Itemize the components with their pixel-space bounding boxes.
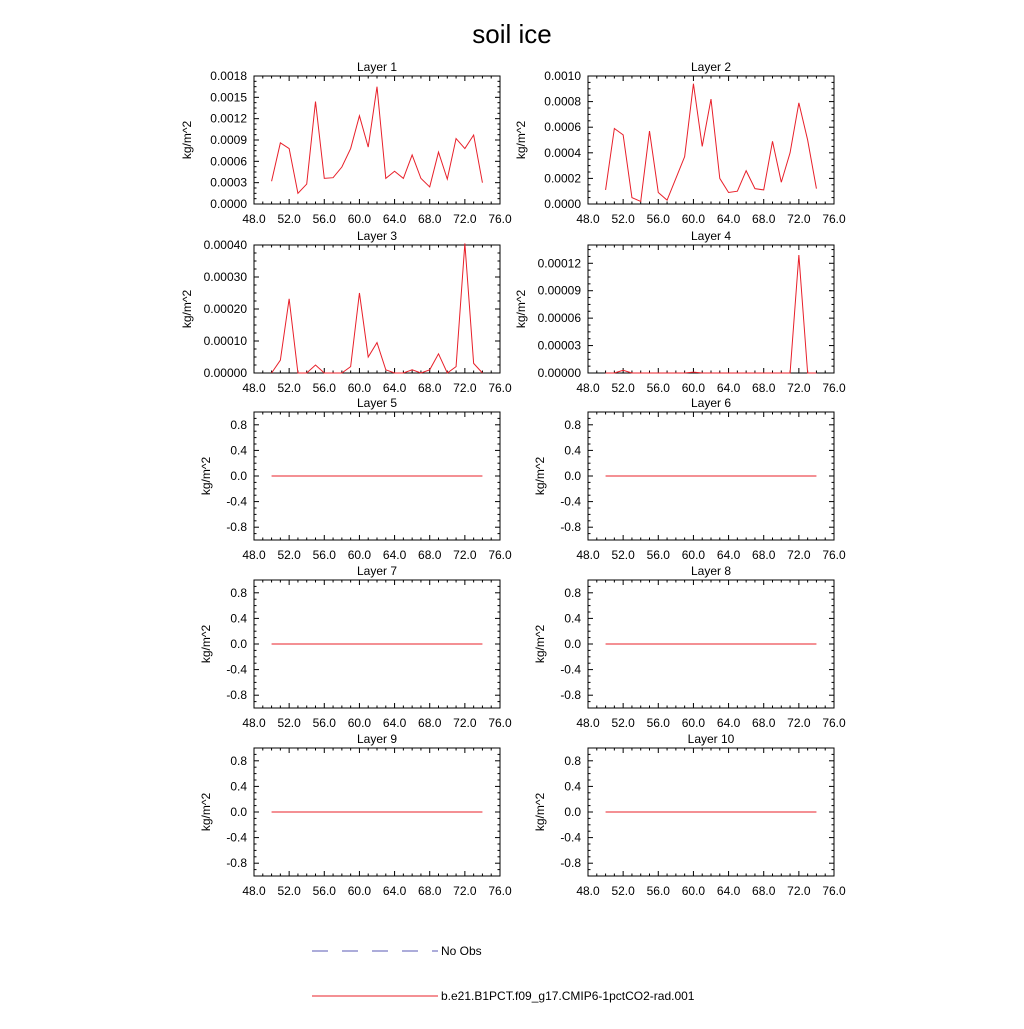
x-tick-label: 76.0 [488, 381, 512, 395]
y-tick-label: 0.0 [230, 805, 247, 819]
x-tick-label: 48.0 [242, 716, 266, 730]
y-tick-label: 0.0009 [210, 133, 247, 147]
y-tick-label: 0.00030 [203, 270, 247, 284]
legend-label-model: b.e21.B1PCT.f09_g17.CMIP6-1pctCO2-rad.001 [441, 989, 695, 1003]
chart-panel-9 [199, 732, 512, 898]
x-tick-label: 52.0 [611, 716, 635, 730]
x-tick-label: 64.0 [716, 212, 741, 226]
panel-title: Layer 6 [690, 396, 732, 410]
y-axis-label: kg/m^2 [533, 792, 547, 832]
x-tick-label: 68.0 [418, 716, 442, 730]
x-tick-label: 56.0 [646, 381, 670, 395]
x-tick-label: 60.0 [681, 212, 706, 226]
x-tick-label: 68.0 [418, 884, 442, 898]
x-tick-label: 64.0 [716, 884, 741, 898]
panel-title: Layer 5 [356, 396, 398, 410]
y-axis-label: kg/m^2 [533, 456, 547, 496]
y-tick-label: 0.0 [564, 469, 581, 483]
x-tick-label: 76.0 [488, 548, 512, 562]
x-tick-label: 72.0 [453, 548, 477, 562]
x-tick-label: 64.0 [382, 381, 407, 395]
panel-title: Layer 1 [356, 60, 398, 74]
x-tick-label: 52.0 [277, 716, 301, 730]
x-tick-label: 76.0 [488, 884, 512, 898]
y-tick-label: 0.4 [230, 779, 247, 794]
legend-label-no-obs: No Obs [441, 944, 482, 958]
x-tick-label: 64.0 [382, 212, 407, 226]
x-tick-label: 48.0 [576, 381, 600, 395]
x-tick-label: 76.0 [822, 716, 846, 730]
chart-panel-1 [180, 60, 512, 226]
panel-title: Layer 8 [690, 564, 732, 578]
y-axis-label: kg/m^2 [199, 456, 213, 496]
panel-title: Layer 2 [690, 60, 732, 74]
x-tick-label: 48.0 [242, 884, 266, 898]
x-tick-label: 52.0 [277, 548, 301, 562]
x-tick-label: 60.0 [681, 381, 706, 395]
y-tick-label: 0.00000 [203, 366, 247, 380]
y-tick-label: 0.0003 [210, 175, 247, 190]
y-tick-label: 0.00020 [203, 302, 247, 316]
y-tick-label: 0.0004 [544, 145, 581, 160]
x-tick-label: 72.0 [453, 716, 477, 730]
x-tick-label: 72.0 [453, 212, 477, 226]
y-tick-label: 0.0 [564, 805, 581, 819]
y-tick-label: 0.8 [564, 753, 581, 768]
x-tick-label: 76.0 [488, 716, 512, 730]
y-tick-label: 0.0 [230, 469, 247, 483]
y-tick-label: 0.00012 [537, 256, 581, 271]
x-tick-label: 56.0 [312, 716, 336, 730]
y-axis-label: kg/m^2 [199, 792, 213, 832]
chart-panel-5 [199, 396, 512, 562]
x-tick-label: 56.0 [646, 884, 670, 898]
y-tick-label: 0.0012 [210, 111, 247, 126]
y-tick-label: -0.4 [560, 494, 581, 509]
x-tick-label: 52.0 [277, 884, 301, 898]
x-tick-label: 64.0 [716, 716, 741, 730]
x-tick-label: 72.0 [787, 548, 811, 562]
x-tick-label: 76.0 [488, 212, 512, 226]
y-tick-label: -0.8 [560, 520, 581, 535]
x-tick-label: 64.0 [382, 548, 407, 562]
x-tick-label: 56.0 [646, 548, 670, 562]
x-tick-label: 68.0 [752, 381, 776, 395]
x-tick-label: 60.0 [347, 548, 372, 562]
y-tick-label: -0.8 [226, 688, 247, 703]
y-tick-label: 0.8 [230, 753, 247, 768]
y-tick-label: 0.0000 [210, 197, 247, 211]
x-tick-label: 56.0 [312, 548, 336, 562]
x-tick-label: 56.0 [312, 212, 336, 226]
x-tick-label: 60.0 [681, 884, 706, 898]
x-tick-label: 60.0 [347, 884, 372, 898]
x-tick-label: 72.0 [453, 884, 477, 898]
plot-frame [588, 245, 834, 373]
x-tick-label: 60.0 [347, 381, 372, 395]
chart-panel-8 [533, 564, 846, 730]
chart-panel-10 [533, 732, 846, 898]
x-tick-label: 72.0 [787, 716, 811, 730]
x-tick-label: 72.0 [787, 212, 811, 226]
x-tick-label: 72.0 [787, 884, 811, 898]
x-tick-label: 48.0 [576, 884, 600, 898]
x-tick-label: 52.0 [277, 381, 301, 395]
x-tick-label: 48.0 [242, 548, 266, 562]
y-tick-label: -0.4 [560, 662, 581, 677]
y-axis-label: kg/m^2 [199, 624, 213, 664]
legend [312, 944, 695, 1003]
x-tick-label: 68.0 [752, 548, 776, 562]
x-tick-label: 68.0 [418, 212, 442, 226]
y-tick-label: 0.0006 [544, 120, 581, 135]
figure-title: soil ice [472, 19, 552, 49]
x-tick-label: 76.0 [822, 212, 846, 226]
x-tick-label: 48.0 [576, 716, 600, 730]
x-tick-label: 60.0 [681, 548, 706, 562]
y-tick-label: -0.4 [226, 494, 247, 509]
x-tick-label: 56.0 [646, 212, 670, 226]
y-tick-label: 0.4 [564, 443, 581, 458]
y-tick-label: -0.4 [226, 662, 247, 677]
y-tick-label: -0.8 [560, 688, 581, 703]
y-tick-label: 0.0000 [544, 197, 581, 211]
y-tick-label: -0.8 [226, 520, 247, 535]
y-tick-label: 0.8 [564, 585, 581, 600]
panel-title: Layer 9 [356, 732, 398, 746]
y-axis-label: kg/m^2 [180, 289, 194, 329]
y-tick-label: 0.0002 [544, 171, 581, 186]
x-tick-label: 68.0 [752, 212, 776, 226]
chart-panel-2 [514, 60, 846, 226]
y-axis-label: kg/m^2 [514, 120, 528, 160]
chart-panel-3 [180, 229, 512, 395]
panel-title: Layer 10 [687, 732, 735, 746]
series-line [272, 87, 483, 194]
y-tick-label: 0.00010 [203, 334, 247, 348]
y-tick-label: -0.4 [560, 830, 581, 845]
x-tick-label: 72.0 [453, 381, 477, 395]
y-tick-label: 0.8 [564, 417, 581, 432]
x-tick-label: 48.0 [576, 548, 600, 562]
panel-title: Layer 7 [356, 564, 398, 578]
x-tick-label: 68.0 [752, 716, 776, 730]
chart-panel-6 [533, 396, 846, 562]
series-line [272, 243, 483, 373]
x-tick-label: 64.0 [716, 381, 741, 395]
y-tick-label: 0.4 [230, 443, 247, 458]
x-tick-label: 52.0 [611, 381, 635, 395]
y-tick-label: 0.00000 [537, 366, 581, 380]
x-tick-label: 76.0 [822, 381, 846, 395]
x-tick-label: 64.0 [382, 716, 407, 730]
y-axis-label: kg/m^2 [180, 120, 194, 160]
x-tick-label: 56.0 [312, 884, 336, 898]
x-tick-label: 48.0 [242, 381, 266, 395]
y-tick-label: 0.0 [564, 637, 581, 651]
x-tick-label: 52.0 [611, 884, 635, 898]
y-tick-label: -0.4 [226, 830, 247, 845]
chart-panel-7 [199, 564, 512, 730]
y-tick-label: 0.0 [230, 637, 247, 651]
x-tick-label: 60.0 [681, 716, 706, 730]
x-tick-label: 64.0 [716, 548, 741, 562]
x-tick-label: 48.0 [576, 212, 600, 226]
x-tick-label: 76.0 [822, 548, 846, 562]
y-tick-label: 0.0006 [210, 154, 247, 169]
x-tick-label: 68.0 [418, 381, 442, 395]
y-tick-label: 0.8 [230, 585, 247, 600]
y-axis-label: kg/m^2 [514, 289, 528, 329]
y-tick-label: -0.8 [226, 856, 247, 871]
y-tick-label: 0.4 [564, 779, 581, 794]
x-tick-label: 48.0 [242, 212, 266, 226]
plot-frame [588, 76, 834, 204]
x-tick-label: 68.0 [418, 548, 442, 562]
x-tick-label: 52.0 [277, 212, 301, 226]
x-tick-label: 68.0 [752, 884, 776, 898]
panel-title: Layer 3 [356, 229, 398, 243]
x-tick-label: 64.0 [382, 884, 407, 898]
y-tick-label: 0.00003 [537, 338, 581, 353]
x-tick-label: 72.0 [787, 381, 811, 395]
y-tick-label: 0.00006 [537, 311, 581, 326]
series-line [606, 84, 817, 202]
y-tick-label: 0.00009 [537, 283, 581, 298]
chart-panel-4 [514, 229, 846, 395]
y-tick-label: 0.0015 [210, 90, 247, 105]
y-tick-label: 0.0008 [544, 94, 581, 109]
x-tick-label: 56.0 [646, 716, 670, 730]
x-tick-label: 52.0 [611, 548, 635, 562]
y-tick-label: 0.00040 [203, 238, 247, 252]
y-axis-label: kg/m^2 [533, 624, 547, 664]
y-tick-label: 0.0010 [544, 69, 581, 83]
x-tick-label: 76.0 [822, 884, 846, 898]
y-tick-label: -0.8 [560, 856, 581, 871]
y-tick-label: 0.0018 [210, 69, 247, 83]
y-tick-label: 0.8 [230, 417, 247, 432]
y-tick-label: 0.4 [564, 611, 581, 626]
x-tick-label: 60.0 [347, 212, 372, 226]
y-tick-label: 0.4 [230, 611, 247, 626]
series-line [606, 255, 817, 373]
x-tick-label: 60.0 [347, 716, 372, 730]
plot-frame [254, 76, 500, 204]
x-tick-label: 52.0 [611, 212, 635, 226]
panel-title: Layer 4 [690, 229, 732, 243]
x-tick-label: 56.0 [312, 381, 336, 395]
